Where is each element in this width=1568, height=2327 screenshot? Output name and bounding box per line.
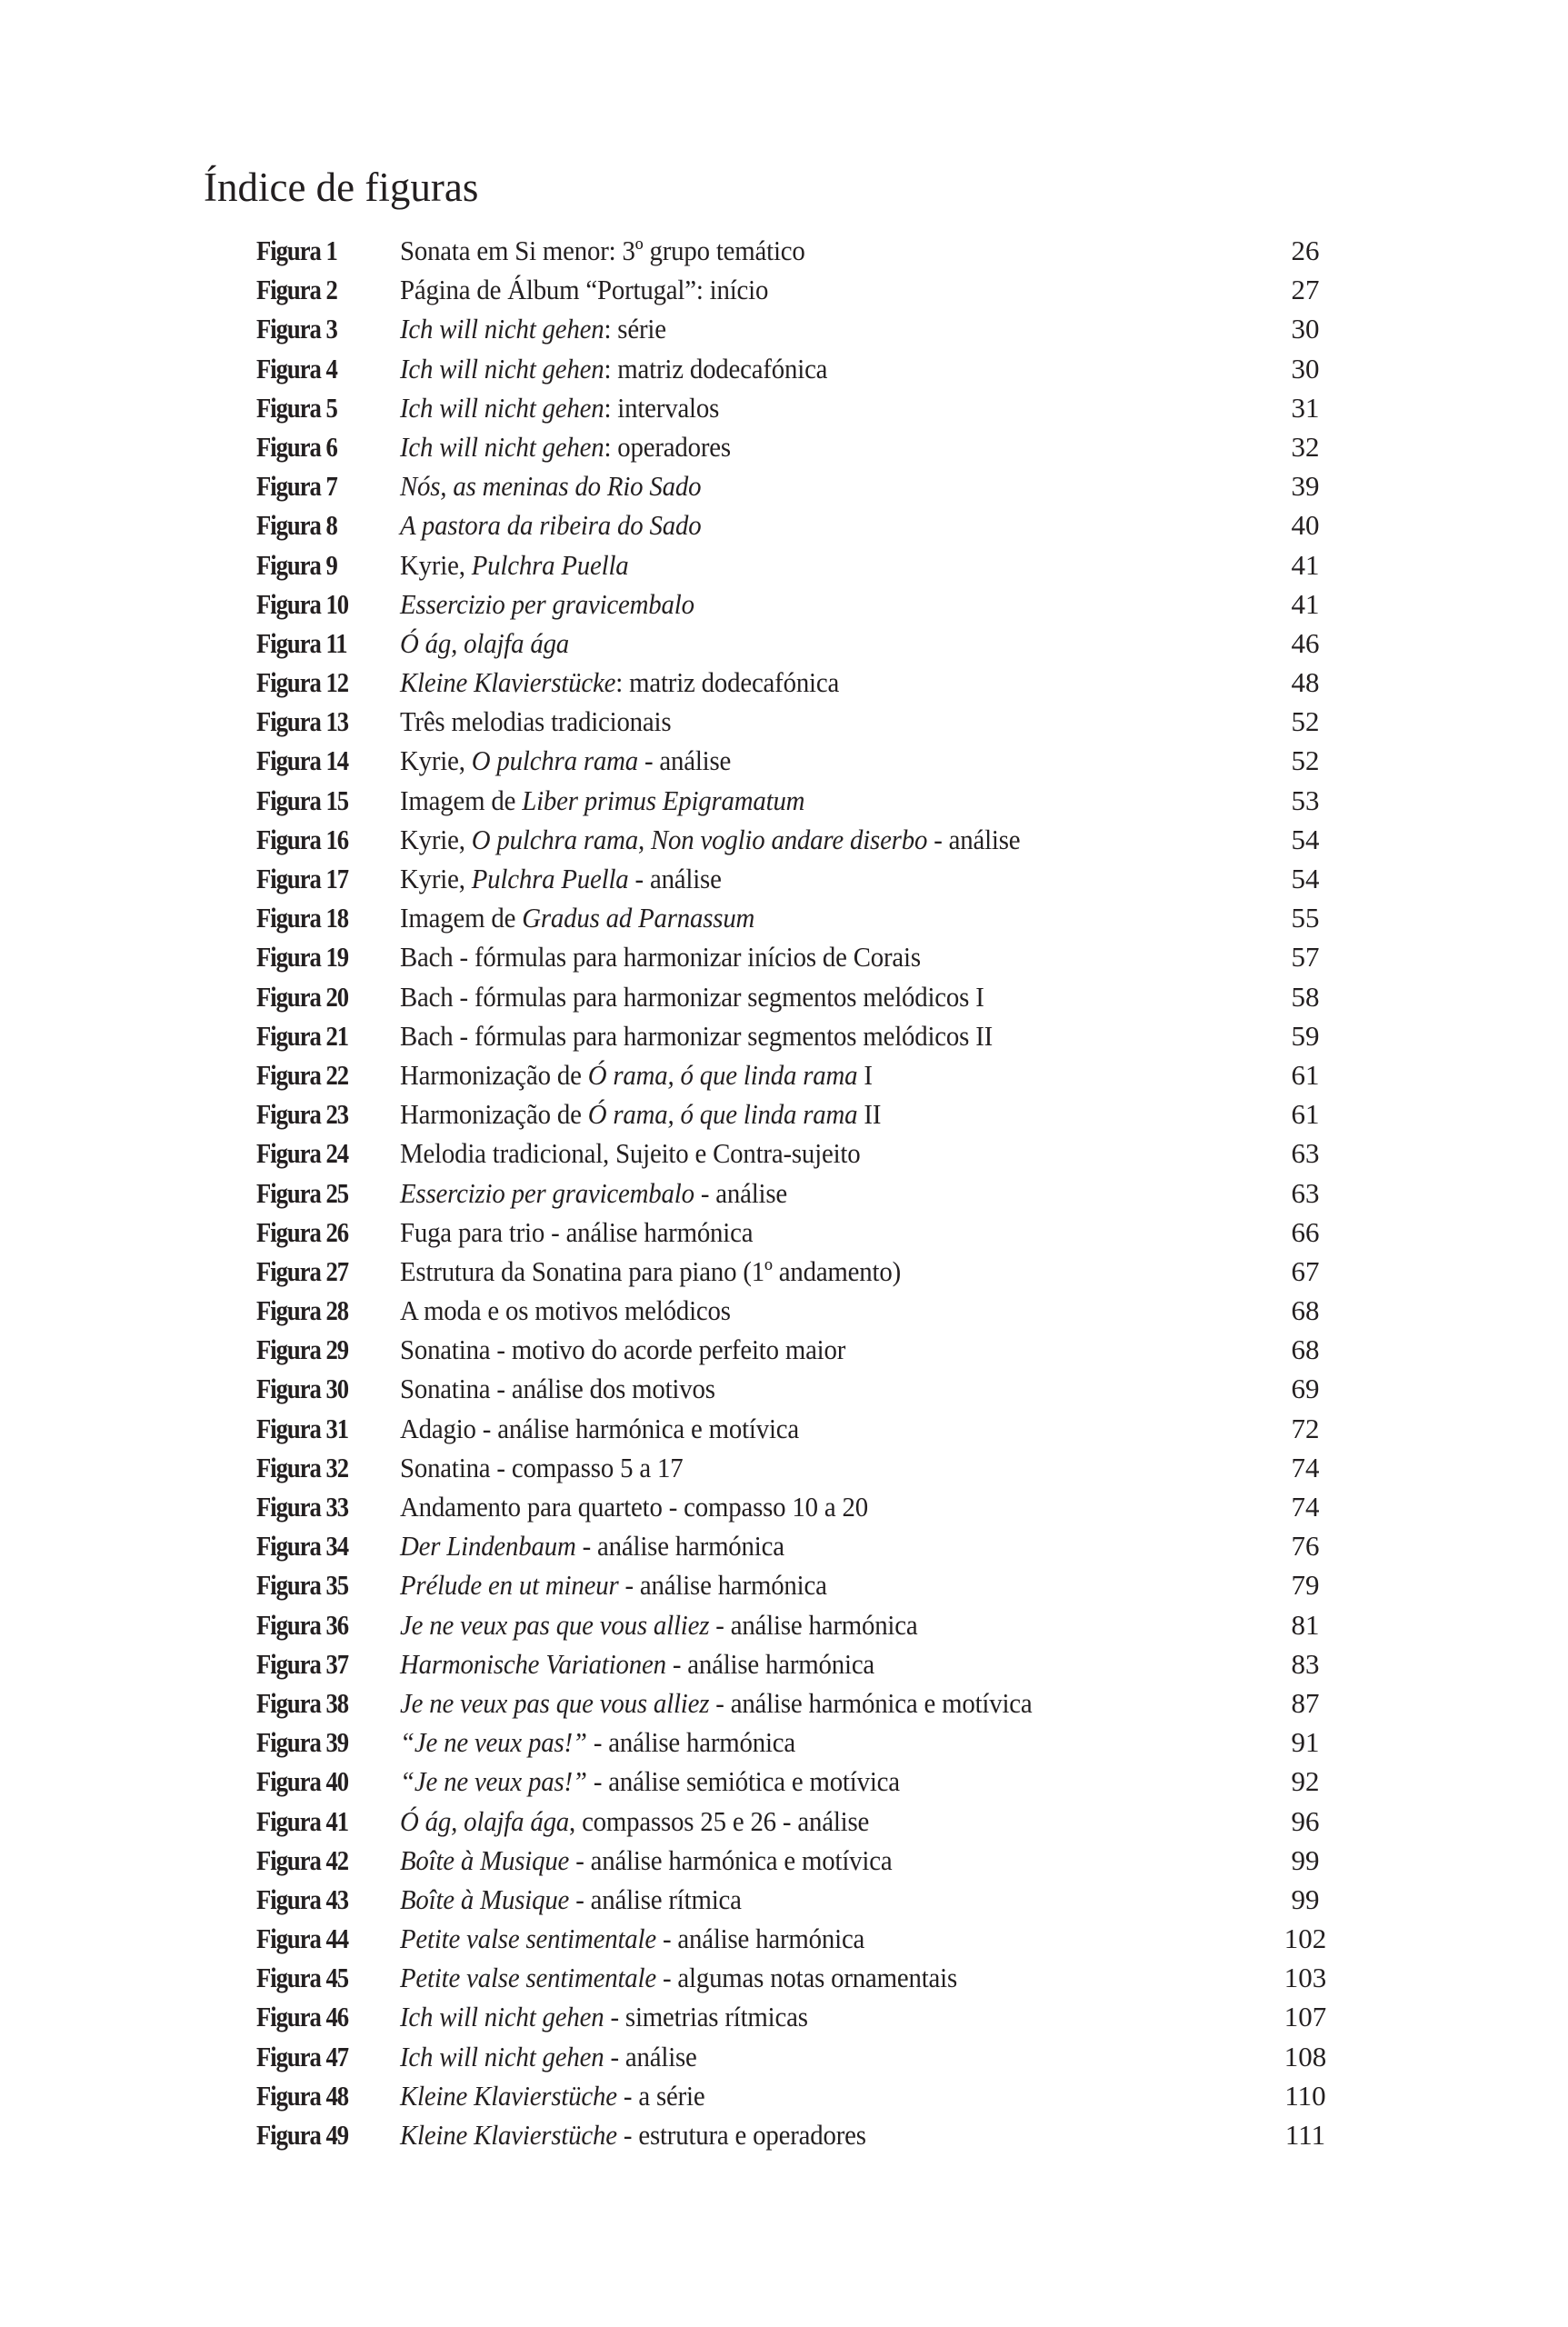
figure-label: Figura 29 (256, 1333, 349, 1366)
description-segment: - análise (604, 2040, 697, 2072)
figure-page-number: 67 (1291, 1254, 1320, 1287)
figure-page-number: 53 (1291, 784, 1320, 816)
figure-description (400, 2037, 697, 2076)
figure-label: Figura 42 (256, 1843, 349, 1876)
figure-description (400, 545, 629, 584)
description-segment: Sonatina - compasso 5 a 17 (400, 1451, 684, 1483)
figure-description (400, 1213, 753, 1252)
description-segment: Harmonização de (400, 1098, 588, 1131)
figure-label: Figura 38 (256, 1686, 349, 1719)
figure-page-number: 107 (1283, 2001, 1327, 2033)
description-italic-segment: “Je ne veux pas!” (400, 1726, 587, 1759)
figure-entry[interactable] (256, 270, 1347, 309)
figure-page-number: 108 (1283, 2040, 1327, 2072)
figure-description (400, 309, 666, 348)
figure-page-number: 102 (1283, 1923, 1327, 1955)
figure-label: Figura 1 (256, 235, 337, 266)
figure-page-number: 83 (1291, 1647, 1320, 1680)
figure-page-number: 32 (1291, 430, 1320, 463)
description-segment: - estrutura e operadores (616, 2119, 866, 2151)
figure-label: Figura 24 (256, 1137, 349, 1170)
figure-entry[interactable] (256, 937, 1347, 976)
description-italic-segment: Kleine Klavierstüche (400, 2119, 617, 2151)
figure-label: Figura 26 (256, 1215, 349, 1248)
description-segment: - análise harmónica e motívica (569, 1843, 893, 1876)
description-segment: Página de Álbum “Portugal”: início (400, 274, 769, 306)
figure-entry[interactable] (256, 702, 1347, 741)
figure-page-number: 30 (1291, 352, 1320, 385)
description-segment: Kyrie, (400, 863, 472, 894)
figure-label: Figura 44 (256, 1923, 349, 1955)
figure-description (400, 1958, 957, 1997)
figure-description (400, 466, 701, 505)
figure-description (400, 937, 921, 976)
figure-entry[interactable] (256, 1213, 1347, 1252)
figure-description (400, 427, 731, 466)
figure-label: Figura 37 (256, 1647, 349, 1680)
description-italic-segment: Der Lindenbaum (400, 1530, 576, 1563)
figure-entry[interactable] (256, 1291, 1347, 1330)
figure-description (400, 1723, 795, 1762)
description-italic-segment: Gradus ad Parnassum (522, 902, 755, 934)
figure-label: Figura 39 (256, 1726, 349, 1759)
figure-entry[interactable] (256, 781, 1347, 820)
figure-label: Figura 43 (256, 1883, 349, 1915)
figure-label: Figura 5 (256, 391, 337, 424)
description-italic-segment: A pastora da ribeira do Sado (400, 509, 702, 542)
description-segment: , compassos 25 e 26 - análise (569, 1804, 870, 1837)
figure-entry[interactable] (256, 859, 1347, 898)
figure-entry[interactable] (256, 624, 1347, 663)
figure-description (400, 270, 768, 309)
figure-page-number: 96 (1291, 1804, 1320, 1837)
figure-entry[interactable] (256, 1723, 1347, 1762)
figure-page-number: 48 (1291, 666, 1320, 699)
figure-description (400, 1369, 715, 1408)
figure-description (400, 859, 722, 898)
figure-page-number: 41 (1291, 587, 1320, 620)
description-segment: : intervalos (604, 391, 720, 424)
figure-description (400, 1526, 784, 1565)
figure-description (400, 1134, 860, 1173)
figure-page-number: 61 (1291, 1098, 1320, 1131)
figure-entry[interactable] (256, 427, 1347, 466)
description-segment: : matriz dodecafónica (615, 666, 840, 699)
description-italic-segment: Ó rama, ó que linda rama (587, 1098, 858, 1131)
figure-entry[interactable] (256, 1958, 1347, 1997)
figure-label: Figura 13 (256, 705, 349, 738)
figure-description (400, 1565, 827, 1604)
description-segment: Fuga para trio - análise harmónica (400, 1215, 754, 1248)
description-segment: Sonatina - motivo do acorde perfeito maior (400, 1333, 846, 1366)
figure-page-number: 57 (1291, 941, 1320, 974)
description-italic-segment: Boîte à Musique (400, 1883, 570, 1915)
figure-page-number: 40 (1291, 509, 1320, 542)
description-italic-segment: Liber primus Epigramatum (522, 784, 805, 816)
page-title: Índice de figuras (204, 165, 479, 210)
description-segment: Três melodias tradicionais (400, 705, 672, 738)
figure-page-number: 81 (1291, 1608, 1320, 1641)
figure-page-number: 74 (1291, 1451, 1320, 1483)
figure-description (400, 1683, 1033, 1723)
figure-page-number: 27 (1291, 274, 1320, 306)
figure-label: Figura 21 (256, 1019, 349, 1052)
description-segment: - análise rítmica (569, 1883, 742, 1915)
figure-page-number: 68 (1291, 1294, 1320, 1327)
description-segment: - simetrias rítmicas (604, 2001, 808, 2033)
figure-page-number: 92 (1291, 1765, 1320, 1798)
description-italic-segment: Boîte à Musique (400, 1843, 570, 1876)
figure-page-number: 68 (1291, 1333, 1320, 1366)
description-segment: - análise (694, 1176, 788, 1209)
figure-label: Figura 18 (256, 902, 349, 934)
figure-label: Figura 28 (256, 1294, 349, 1327)
description-segment: - análise harmónica (586, 1726, 796, 1759)
figure-description (400, 1919, 864, 1958)
description-segment: Bach - fórmulas para harmonizar segmentos melódicos I (400, 980, 984, 1013)
figure-entry[interactable] (256, 1134, 1347, 1173)
description-segment: - análise harmónica (618, 1569, 827, 1602)
figure-page-number: 79 (1291, 1569, 1320, 1602)
description-segment: Bach - fórmulas para harmonizar segmentos melódicos II (400, 1019, 994, 1052)
figure-page-number: 87 (1291, 1686, 1320, 1719)
figure-description (400, 1448, 683, 1487)
figure-description (400, 1330, 845, 1369)
figure-entry[interactable] (256, 1526, 1347, 1565)
figure-description (400, 898, 754, 937)
description-segment: A moda e os motivos melódicos (400, 1294, 731, 1327)
figure-entry[interactable] (256, 1762, 1347, 1801)
description-segment: - análise harmónica (665, 1647, 875, 1680)
figure-page-number: 72 (1291, 1412, 1320, 1444)
figure-page-number: 63 (1291, 1176, 1320, 1209)
figure-description (400, 1252, 901, 1291)
figure-description (400, 1762, 900, 1801)
description-segment: - análise semiótica e motívica (586, 1765, 900, 1798)
figure-description (400, 1055, 873, 1094)
figure-entry[interactable] (256, 977, 1347, 1016)
figure-page-number: 61 (1291, 1058, 1320, 1091)
figure-label: Figura 40 (256, 1765, 349, 1798)
figure-entry[interactable] (256, 1173, 1347, 1213)
description-italic-segment: Petite valse sentimentale (400, 1962, 656, 1994)
figure-description (400, 1409, 799, 1448)
figure-page-number: 63 (1291, 1137, 1320, 1170)
figure-label: Figura 17 (256, 863, 349, 894)
figure-entry[interactable] (256, 349, 1347, 388)
description-italic-segment: Ich will nicht gehen (400, 391, 604, 424)
description-segment: Andamento para quarteto - compasso 10 a 20 (400, 1491, 868, 1523)
description-italic-segment: Ó ág, olajfa ága (400, 1804, 570, 1837)
figure-label: Figura 2 (256, 274, 337, 306)
figure-label: Figura 33 (256, 1491, 349, 1523)
description-italic-segment: Ich will nicht gehen (400, 352, 604, 385)
figure-page-number: 103 (1283, 1962, 1327, 1994)
figure-description (400, 1291, 731, 1330)
description-segment: Imagem de (400, 784, 523, 816)
description-italic-segment: Kleine Klavierstüche (400, 2079, 617, 2112)
figure-entry[interactable] (256, 1448, 1347, 1487)
figure-entry[interactable] (256, 1997, 1347, 2036)
figure-description (400, 1173, 787, 1213)
figure-page-number: 58 (1291, 980, 1320, 1013)
description-italic-segment: Kleine Klavierstücke (400, 666, 616, 699)
description-segment: Bach - fórmulas para harmonizar inícios de Corais (400, 941, 921, 974)
figure-description (400, 1016, 993, 1055)
description-segment: - análise harmónica e motívica (709, 1686, 1033, 1719)
figure-page-number: 54 (1291, 823, 1320, 855)
figure-description (400, 820, 1020, 859)
figure-entry[interactable] (256, 1094, 1347, 1134)
figure-list (256, 231, 1347, 2154)
figure-entry[interactable] (256, 1605, 1347, 1644)
figure-entry[interactable] (256, 1016, 1347, 1055)
figure-description (400, 349, 827, 388)
figure-description (400, 1605, 917, 1644)
figure-entry[interactable] (256, 663, 1347, 702)
figure-page-number: 111 (1284, 2119, 1326, 2151)
figure-description (400, 781, 804, 820)
figure-label: Figura 3 (256, 313, 337, 345)
description-segment: : operadores (604, 430, 731, 463)
description-italic-segment: Je ne veux pas que vous alliez (400, 1686, 710, 1719)
figure-entry[interactable] (256, 741, 1347, 780)
description-segment: - a série (616, 2079, 705, 2112)
description-segment: - análise (628, 863, 722, 894)
description-segment: - algumas notas ornamentais (655, 1962, 958, 1994)
figure-description (400, 1094, 881, 1134)
figure-description (400, 1802, 869, 1841)
figure-label: Figura 16 (256, 823, 349, 855)
figure-label: Figura 27 (256, 1254, 349, 1287)
figure-label: Figura 9 (256, 548, 337, 581)
figure-entry[interactable] (256, 1802, 1347, 1841)
description-segment: - análise (927, 823, 1021, 855)
figure-page-number: 69 (1291, 1373, 1320, 1405)
description-italic-segment: Pulchra Puella (471, 863, 629, 894)
description-segment: - análise harmónica (709, 1608, 918, 1641)
figure-entry[interactable] (256, 1919, 1347, 1958)
figure-page-number: 41 (1291, 548, 1320, 581)
figure-entry[interactable] (256, 1369, 1347, 1408)
figure-entry[interactable] (256, 1055, 1347, 1094)
figure-label: Figura 34 (256, 1530, 349, 1563)
figure-label: Figura 20 (256, 980, 349, 1013)
figure-description (400, 624, 569, 663)
figure-label: Figura 47 (256, 2040, 349, 2072)
figure-page-number: 30 (1291, 313, 1320, 345)
figure-entry[interactable] (256, 309, 1347, 348)
figure-entry[interactable] (256, 1409, 1347, 1448)
figure-label: Figura 12 (256, 666, 349, 699)
description-segment: Estrutura da Sonatina para piano (1º andamento) (400, 1254, 901, 1287)
figure-entry[interactable] (256, 388, 1347, 427)
description-italic-segment: O pulchra rama, Non voglio andare diserbo (471, 823, 928, 855)
figure-entry[interactable] (256, 1487, 1347, 1526)
figure-label: Figura 36 (256, 1608, 349, 1641)
description-italic-segment: Ich will nicht gehen (400, 2001, 604, 2033)
figure-label: Figura 31 (256, 1412, 349, 1444)
figure-label: Figura 48 (256, 2079, 349, 2112)
description-italic-segment: Harmonische Variationen (400, 1647, 666, 1680)
description-italic-segment: Ich will nicht gehen (400, 2040, 604, 2072)
figure-label: Figura 15 (256, 784, 349, 816)
description-segment: II (857, 1098, 882, 1131)
figure-description (400, 2076, 704, 2115)
description-segment: Sonata em Si menor: 3º grupo temático (400, 235, 805, 266)
figure-entry[interactable] (256, 466, 1347, 505)
figure-entry[interactable] (256, 2076, 1347, 2115)
description-segment: - análise harmónica (655, 1923, 865, 1955)
figure-page-number: 76 (1291, 1530, 1320, 1563)
figure-description (400, 1880, 742, 1919)
figure-page-number: 52 (1291, 705, 1320, 738)
description-italic-segment: Pulchra Puella (471, 548, 629, 581)
description-italic-segment: O pulchra rama (471, 744, 638, 777)
description-segment: Imagem de (400, 902, 523, 934)
figure-entry[interactable] (256, 505, 1347, 544)
figure-page-number: 59 (1291, 1019, 1320, 1052)
figure-page-number: 52 (1291, 744, 1320, 777)
description-segment: Kyrie, (400, 548, 472, 581)
figure-page-number: 54 (1291, 863, 1320, 894)
description-italic-segment: Essercizio per gravicembalo (400, 1176, 694, 1209)
figure-page-number: 55 (1291, 902, 1320, 934)
figure-description (400, 977, 984, 1016)
figure-entry[interactable] (256, 231, 1347, 270)
description-italic-segment: Ich will nicht gehen (400, 313, 604, 345)
figure-page-number: 99 (1291, 1883, 1320, 1915)
figure-label: Figura 14 (256, 744, 349, 777)
description-italic-segment: Prélude en ut mineur (400, 1569, 619, 1602)
figure-description (400, 231, 805, 270)
figure-label: Figura 25 (256, 1176, 349, 1209)
description-italic-segment: Ó ág, olajfa ága (400, 626, 570, 659)
figure-entry[interactable] (256, 2115, 1347, 2154)
figure-entry[interactable] (256, 1644, 1347, 1683)
figure-description (400, 2115, 866, 2154)
figure-label: Figura 8 (256, 509, 337, 542)
figure-description (400, 388, 719, 427)
figure-entry[interactable] (256, 1683, 1347, 1723)
figure-entry[interactable] (256, 1841, 1347, 1880)
description-segment: Kyrie, (400, 823, 472, 855)
figure-entry[interactable] (256, 1880, 1347, 1919)
figure-description (400, 663, 839, 702)
description-italic-segment: Essercizio per gravicembalo (400, 587, 694, 620)
figure-label: Figura 46 (256, 2001, 349, 2033)
figure-description (400, 741, 731, 780)
figure-description (400, 505, 701, 544)
description-segment: - análise (637, 744, 732, 777)
description-italic-segment: Petite valse sentimentale (400, 1923, 656, 1955)
description-italic-segment: Ich will nicht gehen (400, 430, 604, 463)
figure-description (400, 1997, 808, 2036)
description-segment: I (857, 1058, 873, 1091)
figure-entry[interactable] (256, 898, 1347, 937)
figure-page-number: 39 (1291, 470, 1320, 503)
figure-label: Figura 49 (256, 2119, 349, 2151)
description-italic-segment: Nós, as meninas do Rio Sado (400, 470, 702, 503)
figure-description (400, 1644, 874, 1683)
figure-label: Figura 41 (256, 1804, 349, 1837)
figure-label: Figura 11 (256, 626, 347, 659)
description-segment: : série (604, 313, 666, 345)
figure-entry[interactable] (256, 545, 1347, 584)
figure-page-number: 66 (1291, 1215, 1320, 1248)
figure-label: Figura 7 (256, 470, 337, 503)
figure-entry[interactable] (256, 820, 1347, 859)
figure-description (400, 702, 671, 741)
figure-label: Figura 4 (256, 352, 337, 385)
figure-description (400, 584, 694, 624)
figure-entry[interactable] (256, 1252, 1347, 1291)
figure-page-number: 110 (1284, 2079, 1326, 2112)
description-italic-segment: Je ne veux pas que vous alliez (400, 1608, 710, 1641)
figure-label: Figura 6 (256, 430, 337, 463)
figure-label: Figura 45 (256, 1962, 349, 1994)
description-italic-segment: Ó rama, ó que linda rama (587, 1058, 858, 1091)
description-segment: Sonatina - análise dos motivos (400, 1373, 715, 1405)
figure-entry[interactable] (256, 1565, 1347, 1604)
figure-description (400, 1841, 892, 1880)
figure-label: Figura 22 (256, 1058, 349, 1091)
figure-page-number: 99 (1291, 1843, 1320, 1876)
figure-description (400, 1487, 868, 1526)
description-segment: - análise harmónica (575, 1530, 784, 1563)
figure-entry[interactable] (256, 1330, 1347, 1369)
figure-label: Figura 35 (256, 1569, 349, 1602)
description-segment: Adagio - análise harmónica e motívica (400, 1412, 800, 1444)
figure-page-number: 46 (1291, 626, 1320, 659)
figure-page-number: 31 (1291, 391, 1320, 424)
description-segment: Melodia tradicional, Sujeito e Contra-sujeito (400, 1137, 861, 1170)
figure-label: Figura 32 (256, 1451, 349, 1483)
figure-entry[interactable] (256, 2037, 1347, 2076)
figure-page-number: 26 (1291, 235, 1320, 266)
figure-label: Figura 30 (256, 1373, 349, 1405)
description-segment: Kyrie, (400, 744, 472, 777)
figure-entry[interactable] (256, 584, 1347, 624)
figure-page-number: 91 (1291, 1726, 1320, 1759)
description-italic-segment: “Je ne veux pas!” (400, 1765, 587, 1798)
description-segment: Harmonização de (400, 1058, 588, 1091)
figure-label: Figura 10 (256, 587, 349, 620)
figure-page-number: 74 (1291, 1491, 1320, 1523)
figure-label: Figura 19 (256, 941, 349, 974)
figure-label: Figura 23 (256, 1098, 349, 1131)
description-segment: : matriz dodecafónica (604, 352, 828, 385)
